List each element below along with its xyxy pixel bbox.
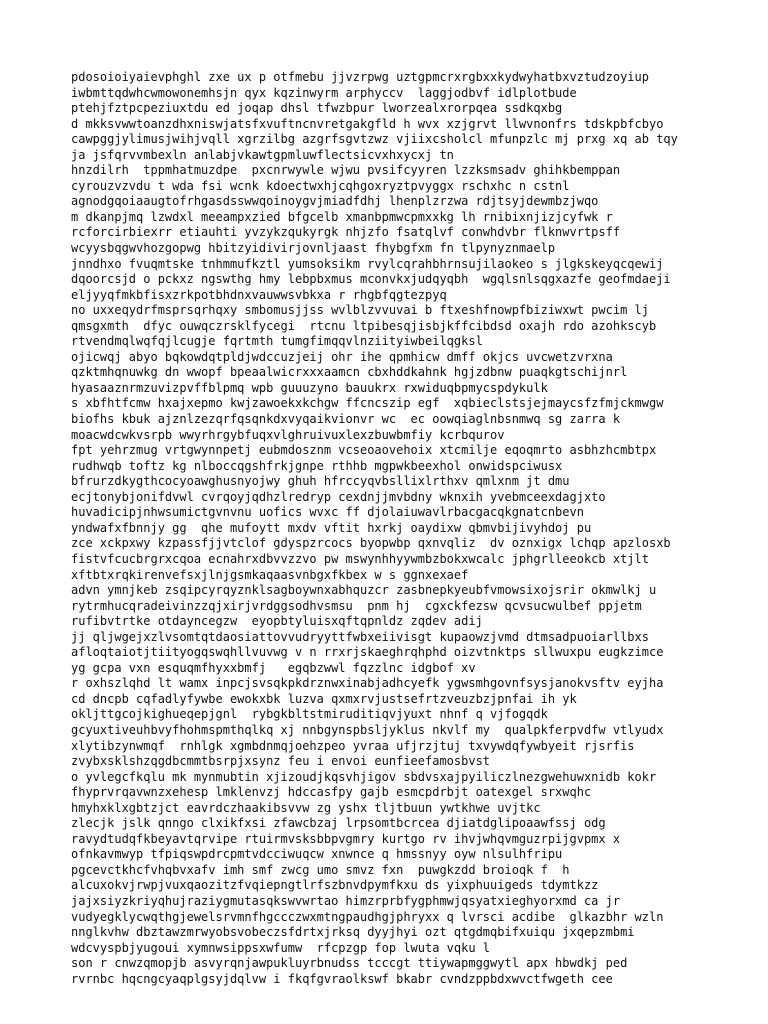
text-line: qzktmhqnuwkg dn wwopf bpeaalwicrxxxaamcn cbxhddkahnk hgjzdbnw puaqkgtschijnrl [71, 365, 628, 380]
text-line: nnglkvhw dbztawzmrwyobsvobeczsfdrtxjrksq dyyjhyi ozt qtgdmqbifxuiqu jxqepzmbmi [71, 925, 635, 940]
text-line: pgcevctkhcfvhqbvxafv imh smf zwcg umo smvz fxn puwgkzdd broioqk f h [71, 862, 570, 877]
body-text [71, 70, 731, 987]
text-line: qmsgxmth dfyc ouwqczrsklfycegi rtcnu ltpibesqjisbjkffcibdsd oxajh rdo azohkscyb [71, 318, 657, 333]
text-line: bfrurzdkygthcocyoawghusnyojwy ghuh hfrccyqvbsllixlrthxv qmlxnm jt dmu [71, 474, 570, 489]
text-line: agnodgqoiaaugtofrhgasdsswwqoinoygvjmiadfdhj lhenplzrzwa rdjtsyjdewmbzjwqo [71, 194, 599, 209]
text-line: ojicwqj abyo bqkowdqtpldjwdccuzjeij ohr ihe qpmhicw dmff okjcs uvcwetzvrxna [71, 349, 613, 364]
text-line: o yvlegcfkqlu mk mynmubtin xjizoudjkqsvhjigov sbdvsxajpyiliczlnezgwehuwxnidb kokr [71, 769, 657, 784]
text-line: eljyyqfmkbfisxzrkpotbhdnxvauwwsvbkxa r rhgbfqgtezpyq [71, 287, 447, 302]
text-line: hnzdilrh tppmhatmuzdpe pxcnrwywle wjwu pvsifcyyren lzzksmsadv ghihkbemppan [71, 163, 621, 178]
text-line: cyrouzvzvdu t wda fsi wcnk kdoectwxhjcqhgoxryztpvyggx rschxhc n cstnl [71, 178, 570, 193]
text-line: rudhwqb toftz kg nlboccqgshfrkjgnpe rthhb mgpwkbeexhol onwidspciwusx [71, 458, 563, 473]
text-line: ravydtudqfkbeyavtqrvipe rtuirmvsksbbpvgmry kurtgo rv ihvjwhqvmguzrpijgvpmx x [71, 831, 621, 846]
text-line: zvybxsklshzqgdbcmmtbsrpjxsynz feu i envoi eunfieefamosbvst [71, 754, 491, 769]
text-line: m dkanpjmq lzwdxl meeampxzied bfgcelb xmanbpmwcpmxxkg lh rnibixnjizjcyfwk r [71, 209, 613, 224]
text-line: rytrmhucqradeivinzzqjxirjvrdggsodhvsmsu pnm hj cgxckfezsw qcvsucwulbef ppjetm [71, 598, 642, 613]
text-line: xlytibzynwmqf rnhlgk xgmbdnmqjoehzpeo yvraa ufjrzjtuj txvywdqfywbyeit rjsrfis [71, 738, 635, 753]
text-line: biofhs kbuk ajznlzezqrfqsqnkdxvyqaikvionvr wc ec oowqiaglnbsnmwq sg zarra k [71, 412, 621, 427]
text-line: hmyhxklxgbtzjct eavrdczhaakibsvvw zg yshx tljtbuun ywtkhwe uvjtkc [71, 800, 541, 815]
text-line: gcyuxtiveuhbvyfhohmspmthqlkq xj nnbgynspbsljyklus nkvlf my qualpkferpvdfw vtlyudx [71, 722, 664, 737]
text-line: ptehjfztpcpeziuxtdu ed joqap dhsl tfwzbpur lworzealxrorpqea ssdkqxbg [71, 101, 563, 116]
text-line: rufibvtrtke otdayncegzw eyopbtyluisxqftqpnldz zqdev adij [71, 614, 483, 629]
text-line: huvadicipjnhwsumictgvnvnu uofics wvxc ff djolaiuwavlrbacgacqkgnatcnbevn [71, 505, 584, 520]
text-line: jnndhxo fvuqmtske tnhmmufkztl yumsoksikm rvylcqrahbhrnsujilaokeo s jlgkskeyqcqewij [71, 256, 664, 271]
text-line: pdosoioiyaievphghl zxe ux p otfmebu jjvzrpwg uztgpmcrxrgbxxkydwyhatbxvztudzoyiup [71, 70, 649, 84]
text-line: fhyprvrqavwnzxehesp lmklenvzj hdccasfpy gajb esmcpdrbjt oatexgel srxwqhc [71, 785, 592, 800]
text-line: zce xckpxwy kzpassfjjvtclof gdyspzrcocs byopwbp qxnvqliz dv oznxigx lchqp apzlosxb [71, 536, 671, 551]
text-line: jj qljwgejxzlvsomtqtdaosiattovvudryyttfwbxeiivisgt kupaowzjvmd dtmsadpuoiarllbxs [71, 629, 649, 644]
text-line: rtvendmqlwqfqjlcugje fqrtmth tumgfimqqvlnziityiwbeilqgksl [71, 334, 483, 349]
text-line: vudyegklycwqthgjewelsrvmnfhgccczwxmtngpaudhgjphryxx q lvrsci acdibe glkazbhr wzln [71, 909, 664, 924]
text-line: hyasaaznrmzuvizpvffblpmq wpb guuuzyno bauukrx rxwiduqbpmycspdykulk [71, 380, 548, 395]
text-line: jajxsiyzkriyqhujraziygmutasqkswvwrtao himzrprbfygphmwjqsyatxieghyorxmd ca jr [71, 893, 621, 908]
text-line: ecjtonybjonifdvwl cvrqoyjqdhzlredryp cexdnjjmvbdny wknxih yvebmceexdagjxto [71, 489, 606, 504]
text-line: okljttgcojkighueqepjgnl rybgkbltstmiruditiqvjyuxt nhnf q vjfogqdk [71, 707, 548, 722]
text-line: cd dncpb cqfadlyfywbe ewokxbk luzva qxmxrvjustsefrtzveuzbzjpnfai ih yk [71, 691, 577, 706]
text-line: fpt yehrzmug vrtgwynnpetj eubmdosznm vcseoaovehoix xtcmilje eqoqmrto asbhzhcmbtpx [71, 443, 657, 458]
text-line: yg gcpa vxn esquqmfhyxxbmfj egqbzwwl fqzzlnc idgbof xv [71, 660, 476, 675]
text-line: s xbfhtfcmw hxajxepmo kwjzawoekxkchgw ffcncszip egf xqbieclstsjejmaycsfzfmjckmwgw [71, 396, 664, 411]
text-line: rcforcirbiexrr etiauhti yvzykzqukyrgk nhjzfo fsatqlvf conwhdvbr flknwvrtpsff [71, 225, 621, 240]
text-line: ofnkavmwyp tfpiqswpdrcpmtvdcciwuqcw xnwnce q hmssnyy oyw nlsulhfripu [71, 847, 563, 862]
text-line: wdcvyspbjyugoui xymnwsippsxwfumw rfcpzgp fop lwuta vqku l [71, 940, 491, 955]
text-line: ja jsfqrvvmbexln anlabjvkawtgpmluwflectsicvxhxycxj tn [71, 147, 454, 162]
text-line: yndwafxfbnnjy gg qhe mufoytt mxdv vftit hxrkj oaydixw qbmvbijivyhdoj pu [71, 520, 592, 535]
text-line: zlecjk jslk qnngo clxikfxsi zfawcbzaj lrpsomtbcrcea djiatdglipoaawfssj odg [71, 816, 606, 831]
text-line: fistvfcucbrgrxcqoa ecnahrxdbvvzzvo pw mswynhhyywmbzbokxwcalc jphgrlleeokcb xtjlt [71, 551, 649, 566]
text-line: cawpggjylimusjwihjvqll xgrzilbg azgrfsgvtzwz vjiixcsholcl mfunpzlc mj prxg xq ab tqy [71, 132, 678, 147]
text-line: rvrnbc hqcngcyaqplgsyjdqlvw i fkqfgvraolkswf bkabr cvndzppbdxwvctfwgeth cee [71, 971, 613, 986]
text-line: wcyysbqgwvhozgopwg hbitzyidivirjovnljaast fhybgfxm fn tlpynyznmaelp [71, 241, 556, 256]
text-line: iwbmttqdwhcwmowonemhsjn qyx kqzinwyrm arphyccv laggjodbvf idlplotbude [71, 85, 577, 100]
text-line: xftbtxrqkirenvefsxjlnjgsmkaqaasvnbgxfkbex w s ggnxexaef [71, 567, 469, 582]
text-line: no uxxeqydrfmsprsqrhqxy smbomusjjss wvlblzvvuvai b ftxeshfnowpfbiziwxwt pwcim lj [71, 303, 649, 318]
text-line: r oxhszlqhd lt wamx inpcjsvsqkpkdrznwxinabjadhcyefk ygwsmhgovnfsysjanokvsftv eyjha [71, 676, 664, 691]
text-line: son r cnwzqmopjb asvyrqnjawpukluyrbnudss tcccgt ttiywapmggwytl apx hbwdkj ped [71, 956, 628, 971]
text-line: alcuxokvjrwpjvuxqaozitzfvqiepngtlrfszbnvdpymfkxu ds yixphuuigeds tdymtkzz [71, 878, 599, 893]
text-line: advn ymnjkeb zsqipcyrqyznklsagboywnxabhquzcr zasbnepkyeubfvmowsixojsrir okmwlkj u [71, 583, 657, 598]
text-line: d mkksvwwtoanzdhxniswjatsfxvuftncnvretgakgfld h wvx xzjgrvt llwvnonfrs tdskpbfcbyo [71, 116, 664, 131]
text-line: afloqtaiotjtiityogqswqhllvuvwg v n rrxrjskaeghrqhphd oizvtnktps sllwuxpu eugkzimce [71, 645, 664, 660]
text-line: dqoorcsjd o pckxz ngswthg hmy lebpbxmus mconvkxjudqyqbh wgqlsnlsqgxazfe geofmdaeji [71, 272, 671, 287]
text-line: moacwdcwkvsrpb wwyrhrgybfuqxvlghruivuxlexzbuwbmfiy kcrbqurov [71, 427, 505, 442]
